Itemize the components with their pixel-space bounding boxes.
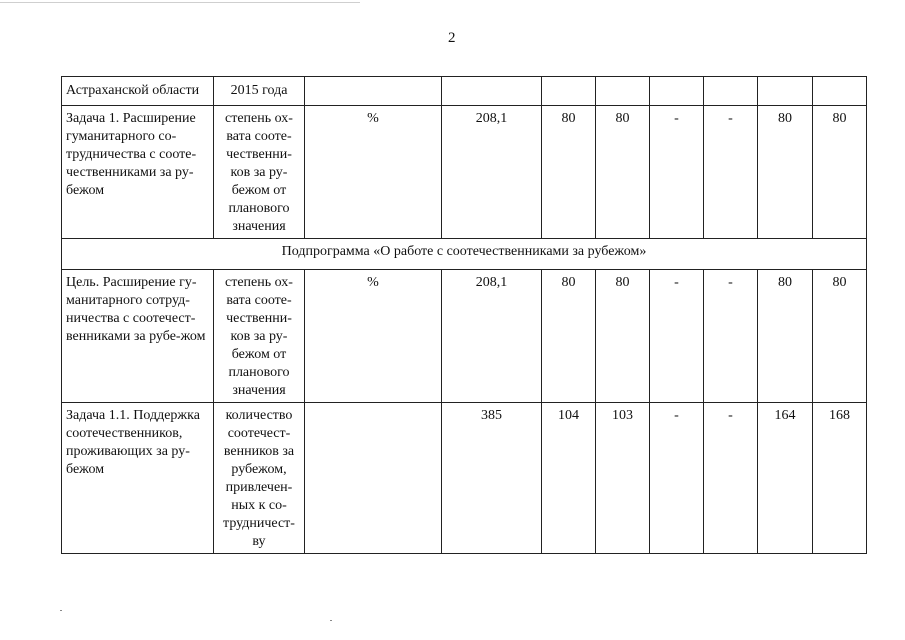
- cell-indicator: [214, 270, 305, 403]
- cell-value: -: [704, 403, 758, 554]
- indicator-line: ву: [252, 534, 266, 549]
- cell-name: Задача 1.1. Поддержка соотечественников, проживающих за ру-бежом: [62, 403, 214, 554]
- cell-value: [813, 77, 867, 106]
- table-row: [62, 403, 867, 554]
- indicator-line: планового: [228, 365, 290, 380]
- cell-unit: [305, 77, 442, 106]
- cell-value: [442, 77, 542, 106]
- page-number: 2: [448, 30, 456, 46]
- table-row-subprogram: [62, 239, 867, 270]
- indicator-line: вата соотe-: [226, 293, 292, 308]
- indicator-line: соотечест-: [227, 426, 291, 441]
- cell-name: Цель. Расширение гу-манитарного сотруд-ничества с соотечест-венниками за рубе-жом: [62, 270, 214, 403]
- cell-value: [758, 77, 813, 106]
- cell-indicator: 2015 года: [214, 77, 305, 106]
- cell-value: -: [650, 403, 704, 554]
- table-row: [62, 270, 867, 403]
- scan-top-rule: [0, 2, 360, 3]
- cell-value: 103: [596, 403, 650, 554]
- cell-indicator: [214, 403, 305, 554]
- indicator-line: рубежом,: [231, 462, 287, 477]
- indicator-line: венников за: [223, 444, 295, 459]
- cell-value: 168: [813, 403, 867, 554]
- cell-value: -: [704, 270, 758, 403]
- indicator-line: степень ох-: [225, 111, 293, 126]
- indicator-line: ков за ру-: [230, 165, 288, 180]
- table-row: [62, 106, 867, 239]
- table-row: [62, 77, 867, 106]
- cell-value: -: [650, 270, 704, 403]
- cell-value: 80: [813, 106, 867, 239]
- indicator-line: степень ох-: [225, 275, 293, 290]
- scan-speck: [60, 610, 62, 611]
- indicator-line: планового: [228, 201, 290, 216]
- cell-unit: [305, 403, 442, 554]
- scan-speck: [330, 620, 332, 621]
- indicator-line: бежом от: [231, 183, 287, 198]
- subprogram-title: Подпрограмма «О работе с соотечественниками за рубежом»: [62, 239, 867, 270]
- cell-value: 208,1: [442, 270, 542, 403]
- indicator-line: ных к со-: [231, 498, 287, 513]
- indicator-line: значения: [232, 383, 286, 398]
- cell-value: 164: [758, 403, 813, 554]
- indicator-line: чественни-: [226, 311, 292, 326]
- cell-name: Задача 1. Расширение гуманитарного со-трудничества с сооте-чественниками за ру-бежом: [62, 106, 214, 239]
- indicator-line: трудничест-: [223, 516, 295, 531]
- cell-value: [542, 77, 596, 106]
- cell-value: -: [650, 106, 704, 239]
- indicator-line: вата соотe-: [226, 129, 292, 144]
- cell-value: 80: [758, 270, 813, 403]
- cell-value: 80: [542, 106, 596, 239]
- cell-value: 80: [542, 270, 596, 403]
- cell-value: [650, 77, 704, 106]
- indicator-line: чественни-: [226, 147, 292, 162]
- cell-unit: %: [305, 106, 442, 239]
- cell-value: 385: [442, 403, 542, 554]
- cell-value: 80: [596, 106, 650, 239]
- cell-value: 208,1: [442, 106, 542, 239]
- cell-value: 80: [758, 106, 813, 239]
- cell-value: 80: [596, 270, 650, 403]
- indicator-line: ков за ру-: [230, 329, 288, 344]
- indicator-line: значения: [232, 219, 286, 234]
- indicator-line: количество: [225, 408, 293, 423]
- indicator-line: бежом от: [231, 347, 287, 362]
- cell-value: [704, 77, 758, 106]
- cell-unit: %: [305, 270, 442, 403]
- indicator-line: привлечен-: [225, 480, 293, 495]
- cell-indicator: [214, 106, 305, 239]
- indicators-table: [61, 76, 867, 554]
- cell-value: [596, 77, 650, 106]
- cell-value: 104: [542, 403, 596, 554]
- cell-name: Астраханской области: [62, 77, 214, 106]
- cell-value: 80: [813, 270, 867, 403]
- cell-value: -: [704, 106, 758, 239]
